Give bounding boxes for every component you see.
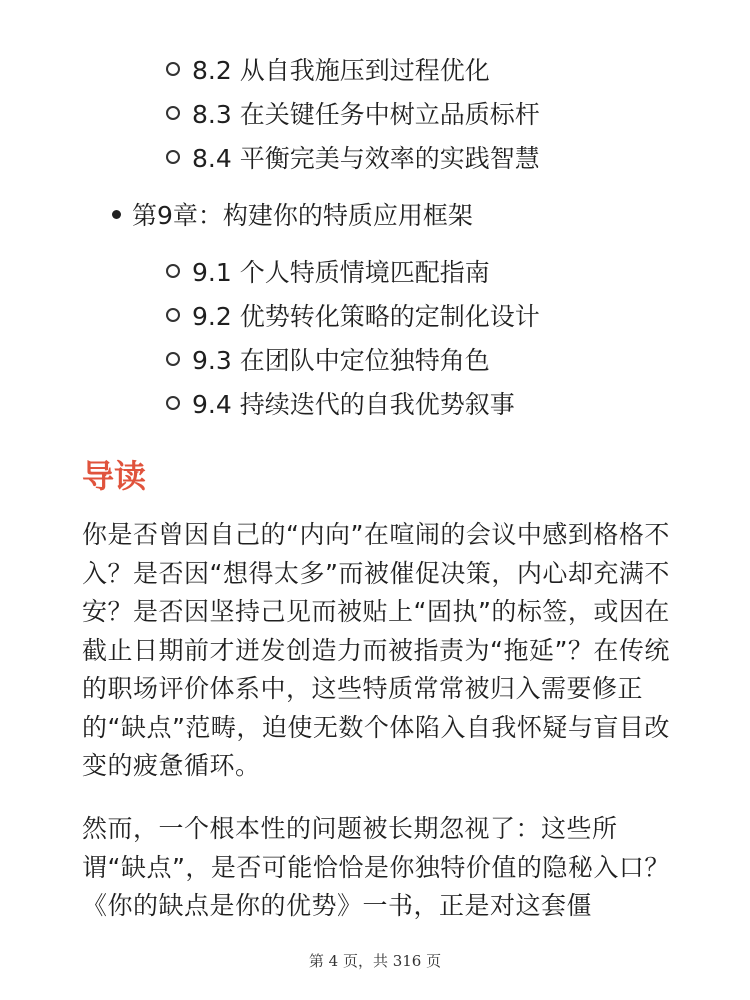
hollow-bullet-icon xyxy=(166,396,180,410)
paragraph-2: 然而，一个根本性的问题被长期忽视了：这些所谓“缺点”，是否可能恰恰是你独特价值的隐秘入口？《你的缺点是你的优势》一书，正是对这套僵 xyxy=(82,814,670,920)
hollow-bullet-icon xyxy=(166,106,180,120)
toc-chapter-9[interactable] xyxy=(112,201,473,231)
toc-item-label: 8.3 在关键任务中树立品质标杆 xyxy=(192,100,540,129)
toc-item-8-4[interactable] xyxy=(166,144,540,174)
toc-item-label: 9.2 优势转化策略的定制化设计 xyxy=(192,302,540,331)
filled-bullet-icon xyxy=(112,210,121,219)
toc-item-8-2[interactable] xyxy=(166,56,490,86)
toc-item-label: 9.1 个人特质情境匹配指南 xyxy=(192,258,490,287)
hollow-bullet-icon xyxy=(166,62,180,76)
hollow-bullet-icon xyxy=(166,352,180,366)
page-number-footer: 第 4 页，共 316 页 xyxy=(308,952,442,970)
hollow-bullet-icon xyxy=(166,150,180,164)
toc-chapter-label: 第9章：构建你的特质应用框架 xyxy=(132,201,473,230)
toc-item-9-3[interactable] xyxy=(166,346,490,376)
toc-item-label: 9.4 持续迭代的自我优势叙事 xyxy=(192,390,515,419)
toc-item-8-3[interactable] xyxy=(166,100,540,130)
hollow-bullet-icon xyxy=(166,264,180,278)
toc-item-label: 8.4 平衡完美与效率的实践智慧 xyxy=(192,144,540,173)
toc-item-9-1[interactable] xyxy=(166,258,490,288)
toc-item-label: 8.2 从自我施压到过程优化 xyxy=(192,56,490,85)
toc-item-label: 9.3 在团队中定位独特角色 xyxy=(192,346,490,375)
toc-item-9-4[interactable] xyxy=(166,390,515,420)
section-heading: 导读 xyxy=(82,457,147,495)
hollow-bullet-icon xyxy=(166,308,180,322)
toc-item-9-2[interactable] xyxy=(166,302,540,332)
paragraph-1: 你是否曾因自己的“内向”在喧闹的会议中感到格格不入？是否因“想得太多”而被催促决策，内心却充满不安？是否因坚持己见而被贴上“固执”的标签，或因在截止日期前才迸发创造力而被指责为“拖延”？在传统的职场评价体系中，这些特质常常被归入需要修正的“缺点”范畴，迫使无数个体陷入自我怀疑与盲目改变的疲惫循环。 xyxy=(82,520,670,780)
